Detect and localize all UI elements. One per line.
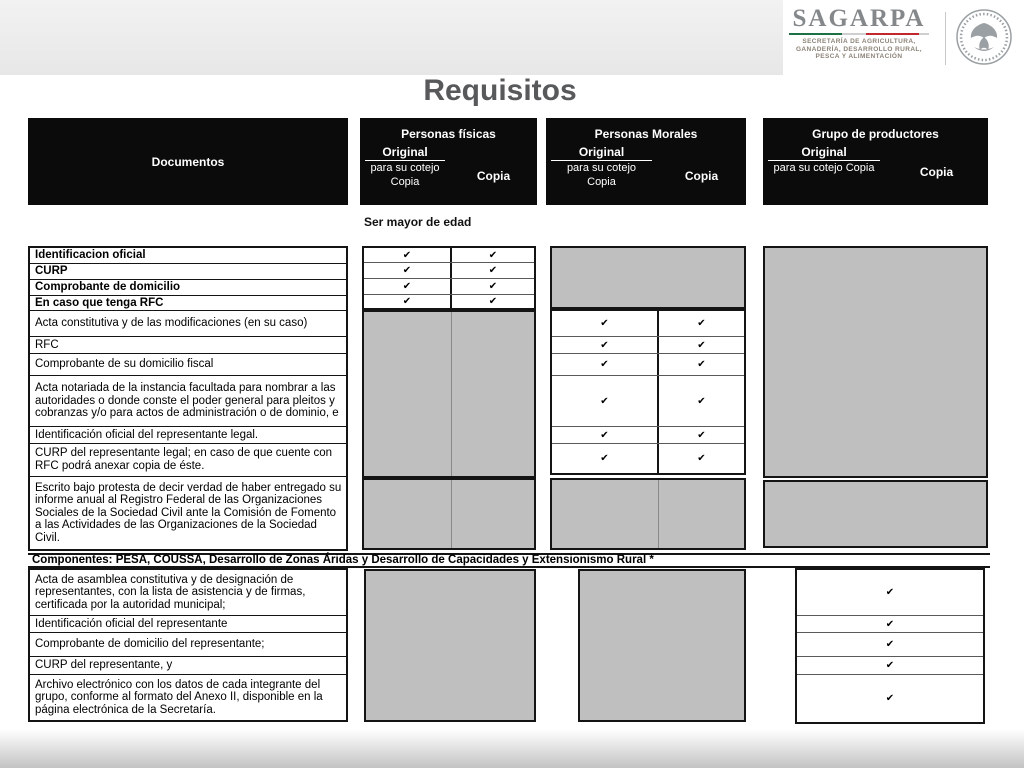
original-label: Original bbox=[551, 145, 652, 161]
secretariat-line: PESCA Y ALIMENTACIÓN bbox=[815, 53, 903, 60]
flag-red-segment bbox=[866, 33, 919, 35]
gray-block-grupo-top bbox=[763, 246, 988, 478]
check-icon: ✔ bbox=[488, 281, 498, 292]
original-sub-label: Copia bbox=[587, 176, 616, 188]
check-cell bbox=[452, 248, 534, 262]
gray-block-fisicas-mid bbox=[362, 310, 536, 478]
table-row: Acta de asamblea constitutiva y de designación de representantes, con la lista de asistencia y de firmas, certificada por la autoridad municipal; bbox=[30, 570, 346, 616]
grupo-productores-check-block bbox=[795, 568, 985, 724]
check-cell bbox=[364, 295, 452, 308]
group-title: Grupo de productores bbox=[812, 127, 939, 141]
table-row: Acta notariada de la instancia facultada para nombrar a las autoridades o donde conste el poder general para pleitos y cobranzas y/o para actos de administración o de dominio, e bbox=[30, 376, 346, 427]
footer-bar bbox=[0, 730, 1024, 768]
table-row: En caso que tenga RFC bbox=[30, 296, 346, 311]
check-cell bbox=[659, 376, 744, 426]
check-cell bbox=[452, 263, 534, 278]
copia-label: Copia bbox=[684, 169, 719, 183]
check-icon: ✔ bbox=[600, 359, 609, 370]
check-icon: ✔ bbox=[402, 265, 412, 276]
check-icon: ✔ bbox=[697, 339, 706, 351]
check-cell bbox=[552, 444, 659, 473]
gray-block-morales-bottom bbox=[578, 569, 746, 722]
check-icon: ✔ bbox=[885, 618, 895, 630]
documentos-column-bottom bbox=[28, 568, 348, 722]
check-cell bbox=[552, 354, 659, 375]
original-sub-label: para su cotejo bbox=[370, 162, 440, 174]
check-cell bbox=[659, 337, 744, 353]
header-personas-fisicas bbox=[360, 118, 537, 205]
table-row: Escrito bajo protesta de decir verdad de haber entregado su informe anual al Registro Federal de las Organizaciones Sociales de la Sociedad Civil ante la Comisión de Fomento a las Actividades de las Organizaciones de la Sociedad Civil. bbox=[35, 481, 342, 544]
personas-fisicas-check-block bbox=[362, 246, 536, 310]
check-icon: ✔ bbox=[885, 660, 895, 671]
original-sub-label: para su cotejo bbox=[566, 162, 637, 174]
gray-block-fisicas-bottom bbox=[364, 569, 536, 722]
check-cell bbox=[797, 570, 983, 615]
check-cell bbox=[364, 279, 452, 294]
check-cell bbox=[797, 616, 983, 632]
original-sub-label: para su cotejo Copia bbox=[773, 162, 875, 174]
check-cell bbox=[552, 376, 659, 426]
componentes-section-row: Componentes: PESA, COUSSA, Desarrollo de Zonas Áridas y Desarrollo de Capacidades y Extensionismo Rural * bbox=[28, 553, 990, 568]
original-sub-label: Copia bbox=[390, 176, 420, 188]
copia-label: Copia bbox=[476, 169, 511, 183]
check-icon: ✔ bbox=[600, 429, 609, 441]
table-row: Identificacion oficial bbox=[30, 248, 346, 264]
check-cell bbox=[552, 427, 659, 443]
flag-green-segment bbox=[789, 33, 842, 35]
check-cell bbox=[659, 427, 744, 443]
gray-block-morales-escrito bbox=[550, 478, 746, 550]
gray-block-morales-top bbox=[550, 246, 746, 309]
check-icon: ✔ bbox=[600, 453, 609, 464]
check-icon: ✔ bbox=[885, 587, 895, 598]
mexico-seal-icon bbox=[954, 7, 1014, 67]
check-cell bbox=[659, 444, 744, 473]
group-title: Personas Morales bbox=[594, 127, 698, 141]
gray-block-grupo-escrito bbox=[763, 480, 988, 548]
check-cell bbox=[659, 354, 744, 375]
check-icon: ✔ bbox=[697, 395, 706, 407]
check-cell bbox=[659, 311, 744, 336]
sagarpa-logo bbox=[783, 0, 1024, 75]
table-row: RFC bbox=[30, 337, 346, 354]
table-row: Identificación oficial del representante legal. bbox=[30, 427, 346, 444]
documentos-label: Documentos bbox=[151, 154, 225, 169]
check-icon: ✔ bbox=[885, 693, 895, 704]
logo-divider bbox=[945, 12, 946, 65]
check-icon: ✔ bbox=[885, 639, 895, 650]
secretariat-line: GANADERÍA, DESARROLLO RURAL, bbox=[795, 45, 923, 53]
check-cell bbox=[452, 295, 534, 308]
check-cell bbox=[552, 337, 659, 353]
sagarpa-wordmark-block bbox=[783, 0, 935, 75]
header-documentos bbox=[28, 118, 348, 205]
check-icon: ✔ bbox=[697, 429, 706, 441]
check-icon: ✔ bbox=[697, 359, 706, 370]
check-cell bbox=[797, 633, 983, 656]
check-icon: ✔ bbox=[697, 453, 706, 464]
table-row: Comprobante de domicilio del representante; bbox=[30, 633, 346, 657]
gray-block-fisicas-escrito bbox=[362, 478, 536, 550]
documentos-column-top bbox=[28, 246, 348, 551]
table-row: Comprobante de su domicilio fiscal bbox=[30, 354, 346, 376]
personas-morales-check-block bbox=[550, 309, 746, 475]
original-label: Original bbox=[768, 145, 880, 161]
secretariat-line: SECRETARÍA DE AGRICULTURA, bbox=[802, 38, 916, 45]
check-cell bbox=[364, 248, 452, 262]
check-icon: ✔ bbox=[697, 318, 706, 329]
table-row: CURP bbox=[30, 264, 346, 280]
check-icon: ✔ bbox=[402, 296, 412, 307]
table-row: CURP del representante, y bbox=[30, 657, 346, 675]
check-cell bbox=[552, 311, 659, 336]
ser-mayor-de-edad-note: Ser mayor de edad bbox=[364, 215, 472, 229]
check-cell bbox=[452, 279, 534, 294]
original-label: Original bbox=[365, 145, 445, 161]
check-icon: ✔ bbox=[600, 395, 609, 407]
table-row: Comprobante de domicilio bbox=[30, 280, 346, 296]
check-icon: ✔ bbox=[488, 265, 498, 276]
header-grupo-productores bbox=[763, 118, 988, 205]
check-icon: ✔ bbox=[600, 318, 609, 329]
table-row: CURP del representante legal; en caso de que cuente con RFC podrá anexar copia de éste. bbox=[30, 444, 346, 477]
group-title: Personas físicas bbox=[401, 127, 496, 141]
page-title: Requisitos bbox=[423, 74, 577, 107]
check-cell bbox=[364, 263, 452, 278]
check-icon: ✔ bbox=[402, 249, 412, 261]
check-icon: ✔ bbox=[402, 281, 412, 292]
check-cell bbox=[797, 657, 983, 674]
check-cell bbox=[797, 675, 983, 722]
check-icon: ✔ bbox=[600, 339, 609, 351]
sagarpa-wordmark: SAGARPA bbox=[792, 5, 926, 32]
table-row: Acta constitutiva y de las modificaciones (en su caso) bbox=[30, 311, 346, 337]
header-personas-morales bbox=[546, 118, 746, 205]
copia-label: Copia bbox=[919, 165, 954, 179]
check-icon: ✔ bbox=[488, 296, 498, 307]
table-row: Archivo electrónico con los datos de cada integrante del grupo, conforme al formato del Anexo II, disponible en la página electrónica de la Secretaría. bbox=[35, 678, 323, 716]
table-row: Identificación oficial del representante bbox=[30, 616, 346, 633]
check-icon: ✔ bbox=[488, 249, 498, 261]
flag-rule bbox=[789, 33, 929, 35]
